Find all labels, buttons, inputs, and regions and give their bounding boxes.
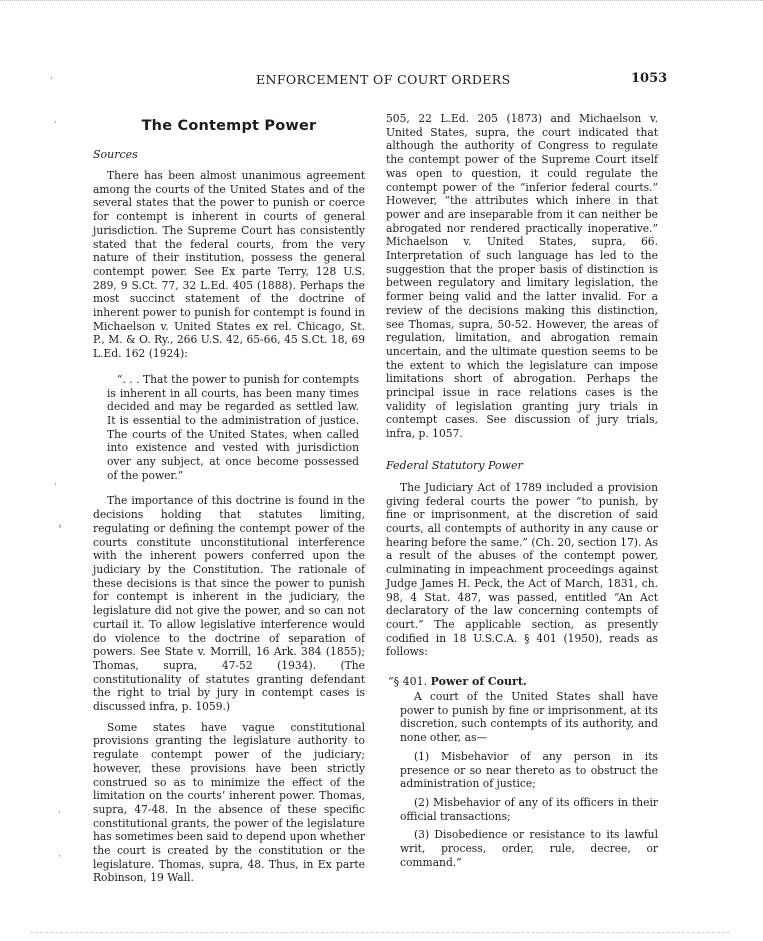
paragraph: Some states have vague constitutional provisions granting the legislature authority to regulate contempt power of the judiciary; however, these provisions have been strictly construed so as to minimize the effect of the limitation on the courts’ inherent power. Thomas, supra, 47-48. In the absence of these specific constitutional grants, the power of the legislature has sometimes been said to depend upon whether the court is created by the constitution or the legislature. Thomas, supra, 48. Thus, in Ex parte Robinson, 19 Wall. <box>93 720 365 885</box>
statute-item: (1) Misbehavior of any person in its presence or so near thereto as to obstruct the administration of justice; <box>400 749 658 791</box>
margin-speck: · <box>50 74 53 84</box>
statute-body <box>400 690 658 869</box>
margin-speck: · <box>54 480 57 490</box>
statute-heading <box>388 675 658 688</box>
paragraph: There has been almost unanimous agreement among the courts of the United States and of the several states that the power to punish or coerce for contempt is inherent in courts of general jurisdiction. The Supreme Court has consistently stated that the federal courts, from the very nature of their institution, possess the general contempt power. See Ex parte Terry, 128 U.S. 289, 9 S.Ct. 77, 32 L.Ed. 405 (1888). Perhaps the most succinct statement of the doctrine of inherent power to punish for contempt is found in Michaelson v. United States ex rel. Chicago, St. P., M. & O. Ry., 266 U.S. 42, 65-66, 45 S.Ct. 18, 69 L.Ed. 162 (1924): <box>93 169 365 361</box>
subhead-federal-statutory-power: Federal Statutory Power <box>386 458 523 472</box>
section-title: The Contempt Power <box>141 118 317 134</box>
subhead-sources: Sources <box>93 148 138 161</box>
page-number: 1053 <box>631 71 668 86</box>
block-quote <box>107 373 359 483</box>
paragraph: The importance of this doctrine is found in the decisions holding that statutes limiting, regulating or defining the contempt power of the courts constitute unconstitutional interference with the inherent powers conferred upon the judiciary by the Constitution. The rationale of these decisions is that since the power to punish for contempt is inherent in the judiciary, the legislature did not give the power, and so can not curtail it. To allow legislative interference would do violence to the doctrine of separation of powers. See State v. Morrill, 16 Ark. 384 (1855); Thomas, supra, 47-52 (1934). (The constitutionality of statutes granting defendant the right to trial by jury in contempt cases is discussed infra, p. 1059.) <box>93 494 365 714</box>
paragraph: 505, 22 L.Ed. 205 (1873) and Michaelson v. United States, supra, the court indicated that although the authority of Congress to regulate the contempt power of the Supreme Court itself was open to question, it could regulate the contempt power of the “inferior federal courts.” However, “the attributes which inhere in that power and are inseparable from it can neither be abrogated nor rendered practically inoperative.” Michaelson v. United States, supra, 66. Interpretation of such language has led to the suggestion that the proper basis of distinction is between regulatory and limitary legislation, the former being valid and the latter invalid. For a review of the decisions making this distinction, see Thomas, supra, 50-52. However, the areas of regulation, limitation, and abrogation remain uncertain, and the ultimate question seems to be the extent to which the legislature can impose limitations short of abrogation. Perhaps the principal issue in race relations cases is the validity of legislation granting jury trials in contempt cases. See discussion of jury trials, infra, p. 1057. <box>386 112 658 441</box>
paragraph: The Judiciary Act of 1789 included a provision giving federal courts the power “to punish, by fine or imprisonment, at the discretion of said courts, all contempts of authority in any cause or hearing before the same.” (Ch. 20, section 17). As a result of the abuses of the contempt power, culminating in impeachment proceedings against Judge James H. Peck, the Act of March, 1831, ch. 98, 4 Stat. 487, was passed, entitled “An Act declaratory of the law concerning contempts of court.” The applicable section, as presently codified in 18 U.S.C.A. § 401 (1950), reads as follows: <box>386 480 658 659</box>
right-column <box>386 112 658 869</box>
top-dotted-border <box>0 0 763 3</box>
margin-speck: · <box>58 808 61 818</box>
statute-number: “§ 401. <box>388 675 428 689</box>
statute-intro: A court of the United States shall have power to punish by fine or imprisonment, at its discretion, such contempts of its authority, and none other, as— <box>400 690 658 745</box>
running-head: ENFORCEMENT OF COURT ORDERS <box>256 72 511 87</box>
margin-speck: · <box>54 118 57 128</box>
quote-text: “. . . That the power to punish for contempts is inherent in all courts, has been many times decided and may be regarded as settled law. It is essential to the administration of justice. The courts of the United States, when called into existence and vested with jurisdiction over any subject, at once become possessed of the power.” <box>107 372 359 482</box>
bottom-dashed-border <box>30 932 730 935</box>
statute-item: (3) Disobedience or resistance to its lawful writ, process, order, rule, decree, or command.” <box>400 828 658 869</box>
statute-item: (2) Misbehavior of any of its officers in their official transactions; <box>400 795 658 823</box>
statute-title: Power of Court. <box>430 675 527 689</box>
margin-speck: · <box>58 852 61 862</box>
left-column <box>93 116 365 885</box>
margin-speck: › <box>58 522 62 532</box>
